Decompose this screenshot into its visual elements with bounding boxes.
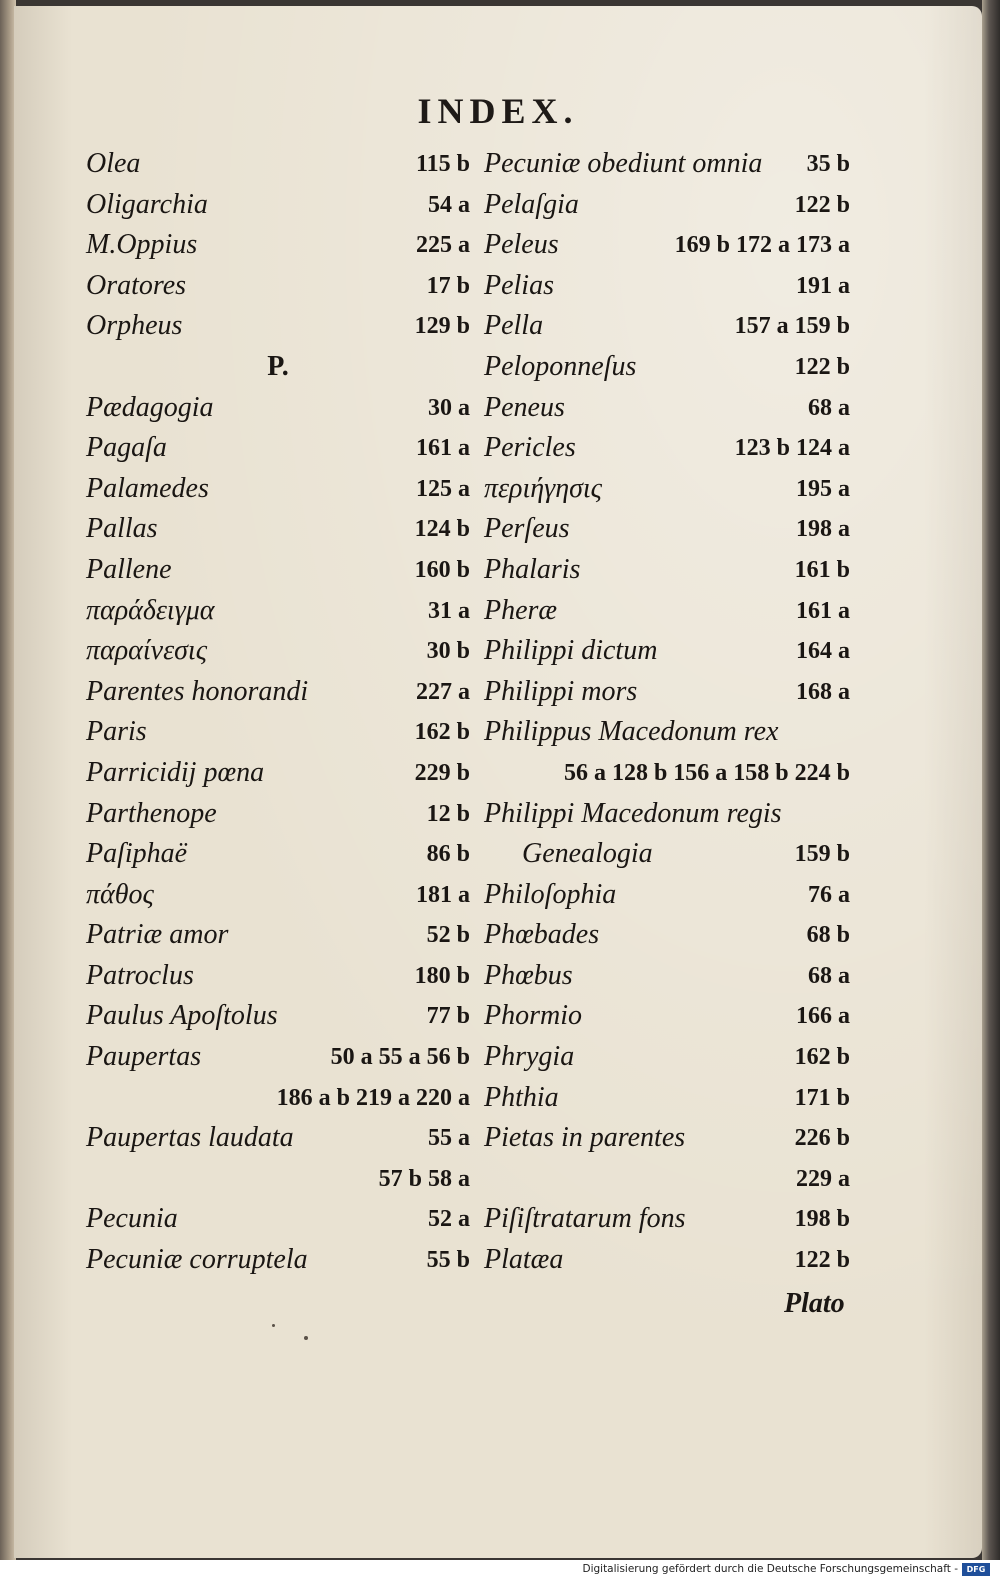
index-entry (86, 956, 470, 997)
page-edge-shadow (982, 0, 1000, 1560)
page-reference: 162 b (414, 719, 470, 746)
index-term: Pecuniæ corruptela (86, 1244, 308, 1276)
index-entry (484, 266, 850, 307)
page-reference: 168 a (796, 678, 850, 705)
index-term: Piſiſtratarum fons (484, 1203, 686, 1235)
index-term: Oratores (86, 269, 187, 301)
index-term: Phthia (484, 1081, 559, 1113)
index-entry (86, 794, 470, 835)
page-reference: 162 b (794, 1044, 850, 1071)
index-entry (484, 794, 850, 835)
index-entry (484, 915, 850, 956)
page-reference: 226 b (794, 1125, 850, 1152)
index-term: περιήγησις (484, 472, 603, 504)
index-entry (484, 956, 850, 997)
index-entry (484, 1240, 850, 1281)
index-term: παραίνεσις (86, 635, 208, 667)
index-entry (484, 469, 850, 510)
index-term: Pericles (484, 432, 576, 464)
page-reference: 35 b (806, 151, 850, 177)
page-reference: 123 b 124 a (734, 435, 850, 462)
index-term: Pallene (86, 553, 172, 585)
index-term: Perſeus (484, 513, 570, 545)
index-entry (484, 550, 850, 591)
page-reference: 225 a (416, 232, 470, 259)
page-reference: 160 b (414, 556, 470, 583)
index-entry (484, 1118, 850, 1159)
index-term: Philippi mors (484, 675, 638, 707)
index-entry (484, 672, 850, 713)
index-term: Olea (86, 148, 141, 179)
page-reference: 186 a b 219 a 220 a (276, 1084, 470, 1111)
index-term: Philoſophia (484, 878, 617, 910)
index-term: Pædagogia (86, 391, 214, 423)
page-header: INDEX. (417, 91, 579, 131)
page-reference: 198 a (796, 516, 850, 543)
page-reference: 171 b (794, 1084, 850, 1111)
index-term: Pallas (86, 513, 158, 545)
index-entry (86, 591, 470, 632)
page-reference: 159 b (794, 841, 850, 868)
index-term: Patriæ amor (86, 919, 229, 951)
index-entry (86, 428, 470, 469)
page-reference: 68 a (808, 394, 850, 421)
index-term: Parentes honorandi (86, 675, 309, 707)
index-term: Phalaris (484, 553, 581, 585)
index-term: Genealogia (522, 838, 653, 870)
footer-bar (0, 1560, 1000, 1580)
index-entry (86, 266, 470, 307)
index-entry (86, 996, 470, 1037)
index-term: Pheræ (484, 594, 558, 626)
index-entry (86, 225, 470, 266)
page-reference: 129 b (414, 313, 470, 340)
index-term: P. (267, 350, 289, 382)
index-entry (86, 144, 470, 185)
index-term: Phœbades (484, 919, 600, 951)
page-reference: 54 a (428, 191, 470, 218)
index-term: Pella (484, 310, 544, 342)
index-entry (484, 225, 850, 266)
index-term: Orpheus (86, 310, 183, 342)
index-term: Palamedes (86, 472, 209, 504)
index-entry (86, 185, 470, 226)
index-term: Philippi Macedonum regis (484, 797, 782, 829)
page-reference: 229 a (796, 1165, 850, 1192)
index-entry (484, 144, 850, 185)
page-reference: 57 b 58 a (378, 1165, 470, 1192)
page-reference: 180 b (414, 962, 470, 989)
index-entry (484, 753, 850, 794)
index-entry (86, 1118, 470, 1159)
index-term: Peneus (484, 391, 565, 423)
page-reference: 125 a (416, 475, 470, 502)
page-reference: 164 a (796, 638, 850, 665)
index-term: Peloponneſus (484, 350, 637, 382)
ink-speck (272, 1324, 275, 1327)
book-page (14, 6, 982, 1558)
index-entry (86, 712, 470, 753)
index-entry (484, 388, 850, 429)
index-entry (86, 550, 470, 591)
ink-speck (304, 1336, 308, 1340)
index-entry (484, 185, 850, 226)
catchword: Plato (784, 1288, 845, 1319)
page-reference: 17 b (426, 272, 470, 299)
index-term: Patroclus (86, 959, 194, 991)
index-term: Phrygia (484, 1041, 575, 1073)
index-term: Paulus Apoſtolus (86, 1000, 278, 1032)
index-column-left (86, 144, 470, 1281)
index-entry (484, 712, 850, 753)
page-reference: 191 a (796, 272, 850, 299)
index-entry (86, 1037, 470, 1078)
index-term: Philippus Macedonum rex (484, 716, 779, 748)
index-entry (86, 875, 470, 916)
page-reference: 115 b (415, 151, 470, 177)
index-entry (86, 347, 470, 388)
index-term: Parricidij pœna (86, 756, 265, 788)
index-entry (484, 347, 850, 388)
page-reference: 76 a (808, 881, 850, 908)
page-reference: 12 b (426, 800, 470, 827)
page-reference: 31 a (428, 597, 470, 624)
index-entry (484, 834, 850, 875)
page-reference: 68 a (808, 962, 850, 989)
page-reference: 122 b (794, 191, 850, 218)
page-reference: 124 b (414, 516, 470, 543)
dfg-logo: DFG (962, 1563, 990, 1576)
index-entry (86, 388, 470, 429)
index-term: Parthenope (86, 797, 217, 829)
index-entry (484, 591, 850, 632)
index-term: Pelaſgia (484, 188, 579, 220)
page-reference: 198 b (794, 1206, 850, 1233)
page-reference: 161 a (416, 435, 470, 462)
index-entry (86, 753, 470, 794)
page-reference: 169 b 172 a 173 a (674, 232, 850, 259)
index-entry (86, 1240, 470, 1281)
index-entry (86, 1078, 470, 1119)
page-reference: 161 b (794, 556, 850, 583)
index-entry (484, 509, 850, 550)
index-entry (86, 1159, 470, 1200)
index-entry (86, 509, 470, 550)
index-entry (86, 631, 470, 672)
index-term: Paris (86, 716, 147, 748)
index-column-right (484, 144, 850, 1281)
index-term: Peleus (484, 229, 559, 261)
index-term: παράδειγμα (86, 594, 215, 626)
index-entry (86, 672, 470, 713)
index-term: Phœbus (484, 959, 573, 991)
index-entry (86, 469, 470, 510)
index-entry (484, 1159, 850, 1200)
index-entry (86, 834, 470, 875)
index-term: Pecunia (86, 1203, 178, 1235)
index-term: Oligarchia (86, 188, 208, 220)
index-term: Pietas in parentes (484, 1122, 686, 1154)
page-reference: 77 b (426, 1003, 470, 1030)
index-term: Pelias (484, 269, 554, 301)
index-entry (484, 1199, 850, 1240)
page-reference: 56 a 128 b 156 a 158 b 224 b (563, 759, 850, 786)
index-entry (484, 875, 850, 916)
page-reference: 55 a (428, 1125, 470, 1152)
index-entry (484, 996, 850, 1037)
page-reference: 166 a (796, 1003, 850, 1030)
index-term: Platæa (484, 1244, 564, 1276)
page-reference: 52 b (426, 922, 470, 949)
index-term: Paſiphaë (86, 838, 188, 870)
page-reference: 161 a (796, 597, 850, 624)
page-reference: 122 b (794, 1247, 850, 1274)
index-entry (484, 1078, 850, 1119)
index-entry (86, 1199, 470, 1240)
page-reference: 229 b (414, 759, 470, 786)
page-reference: 157 a 159 b (734, 313, 850, 340)
page-reference: 181 a (416, 881, 470, 908)
index-entry (86, 915, 470, 956)
page-reference: 55 b (426, 1247, 470, 1274)
index-term: Paupertas (86, 1041, 202, 1073)
page-reference: 195 a (796, 475, 850, 502)
index-term: Paupertas laudata (86, 1122, 294, 1154)
page-reference: 122 b (794, 353, 850, 380)
index-entry (484, 631, 850, 672)
page-reference: 68 b (806, 922, 850, 949)
index-term: πάθος (86, 878, 154, 910)
index-entry (86, 306, 470, 347)
index-term: M.Oppius (86, 229, 198, 261)
index-term: Pecuniæ obediunt omnia (484, 148, 763, 179)
page-reference: 86 b (426, 841, 470, 868)
index-entry (484, 306, 850, 347)
page-reference: 50 a 55 a 56 b (330, 1044, 470, 1071)
page-reference: 52 a (428, 1206, 470, 1233)
page-reference: 30 b (426, 638, 470, 665)
index-term: Philippi dictum (484, 635, 658, 667)
footer-credit: Digitalisierung gefördert durch die Deutsche Forschungsgemeinschaft - (582, 1563, 958, 1575)
page-reference: 227 a (416, 678, 470, 705)
page-reference: 30 a (428, 394, 470, 421)
index-entry (484, 428, 850, 469)
index-entry (484, 1037, 850, 1078)
index-term: Phormio (484, 1000, 582, 1032)
index-term: Pagaſa (86, 432, 167, 464)
